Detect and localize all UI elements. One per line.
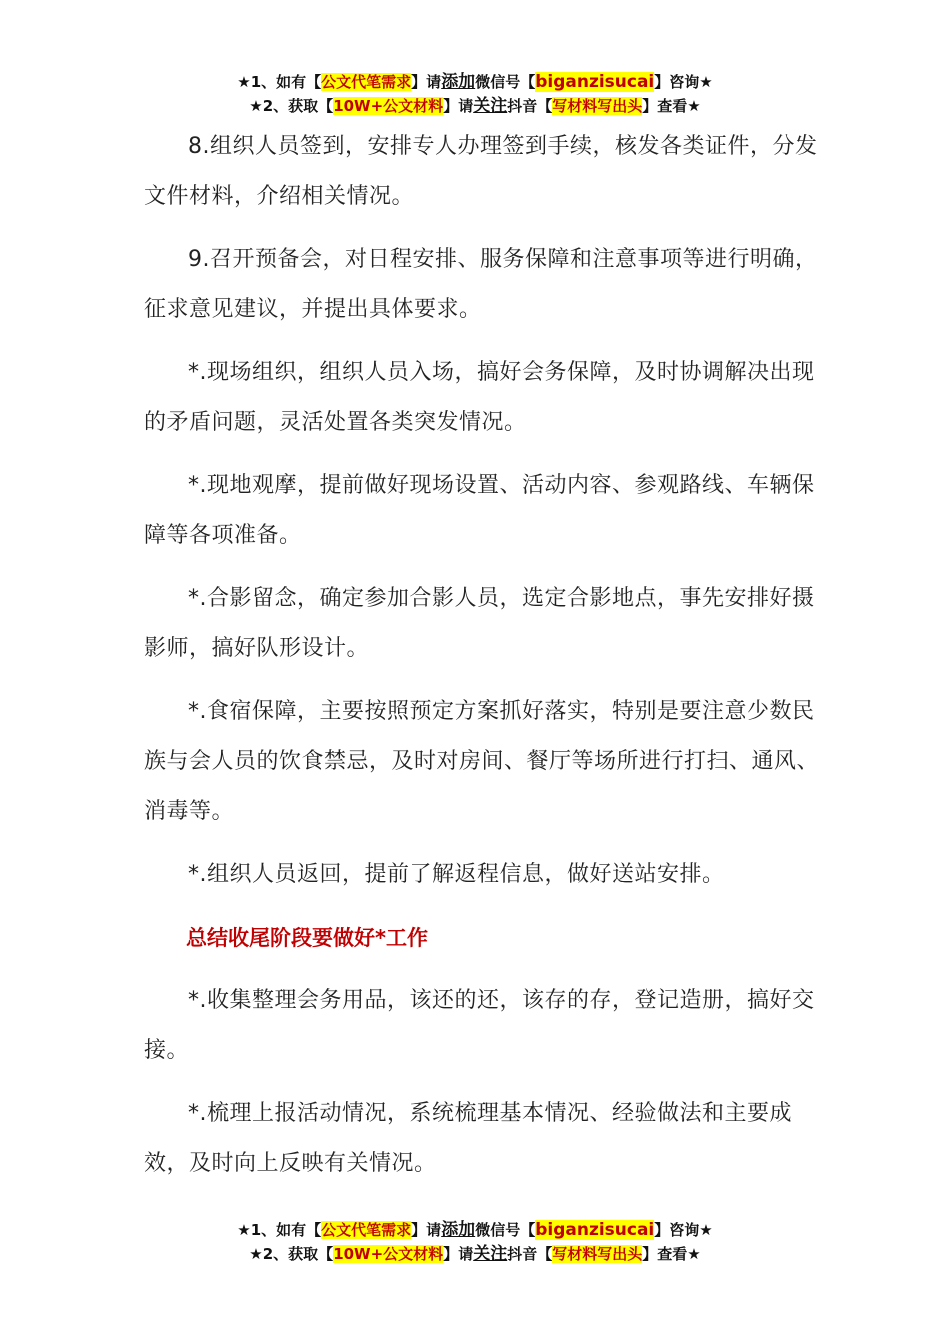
banner-text: 】咨询★ bbox=[654, 73, 713, 91]
paragraph: *.现场组织，组织人员入场，搞好会务保障，及时协调解决出现的矛盾问题，灵活处置各类突发情况。 bbox=[144, 360, 815, 435]
banner-emphasis: 添加 bbox=[441, 72, 476, 92]
banner-text: 微信号【 bbox=[475, 1221, 536, 1239]
star-icon: ★ bbox=[249, 97, 263, 115]
banner-text: 】请 bbox=[443, 1245, 474, 1263]
paragraph: *.组织人员返回，提前了解返程信息，做好送站安排。 bbox=[188, 862, 725, 887]
highlight-wechat-id: biganzisucai bbox=[535, 1220, 655, 1240]
bottom-banner bbox=[0, 1218, 950, 1266]
star-icon: ★ bbox=[237, 1221, 251, 1239]
paragraph: *.梳理上报活动情况，系统梳理基本情况、经验做法和主要成效，及时向上反映有关情况。 bbox=[144, 1101, 792, 1176]
paragraph: 8.组织人员签到，安排专人办理签到手续，核发各类证件，分发文件材料，介绍相关情况。 bbox=[144, 134, 818, 209]
highlight-materials: 10W+公文材料 bbox=[333, 1245, 444, 1263]
banner-text: 】查看★ bbox=[642, 1245, 701, 1263]
star-icon: ★ bbox=[249, 1245, 263, 1263]
banner-line-2 bbox=[0, 1242, 950, 1266]
banner-text: 】请 bbox=[411, 1221, 442, 1239]
highlight-wechat-id: biganzisucai bbox=[535, 72, 655, 92]
highlight-douyin: 写材料写出头 bbox=[552, 97, 643, 115]
banner-text: 】请 bbox=[443, 97, 474, 115]
banner-emphasis: 关注 bbox=[473, 1244, 508, 1264]
banner-emphasis: 关注 bbox=[473, 96, 508, 116]
paragraph: *.合影留念，确定参加合影人员，选定合影地点，事先安排好摄影师，搞好队形设计。 bbox=[144, 586, 815, 661]
banner-line-1 bbox=[0, 70, 950, 94]
banner-line-1 bbox=[0, 1218, 950, 1242]
banner-text: 】请 bbox=[411, 73, 442, 91]
highlight-service: 公文代笔需求 bbox=[321, 73, 412, 91]
highlight-service: 公文代笔需求 bbox=[321, 1221, 412, 1239]
document-body bbox=[144, 122, 834, 1202]
banner-text: 1、如有【 bbox=[250, 1221, 322, 1239]
highlight-materials: 10W+公文材料 bbox=[333, 97, 444, 115]
banner-line-2 bbox=[0, 94, 950, 118]
banner-text: 】咨询★ bbox=[654, 1221, 713, 1239]
paragraph: *.食宿保障，主要按照预定方案抓好落实，特别是要注意少数民族与会人员的饮食禁忌，及时对房间、餐厅等场所进行打扫、通风、消毒等。 bbox=[144, 699, 820, 824]
banner-emphasis: 添加 bbox=[441, 1220, 476, 1240]
top-banner bbox=[0, 70, 950, 118]
paragraph: *.收集整理会务用品，该还的还，该存的存，登记造册，搞好交接。 bbox=[144, 988, 815, 1063]
paragraph: 9.召开预备会，对日程安排、服务保障和注意事项等进行明确，征求意见建议，并提出具体要求。 bbox=[144, 247, 818, 322]
banner-text: 2、获取【 bbox=[262, 1245, 334, 1263]
paragraph: *.现地观摩，提前做好现场设置、活动内容、参观路线、车辆保障等各项准备。 bbox=[144, 473, 815, 548]
banner-text: 2、获取【 bbox=[262, 97, 334, 115]
section-heading: 总结收尾阶段要做好*工作 bbox=[186, 926, 428, 950]
banner-text: 微信号【 bbox=[475, 73, 536, 91]
banner-text: 1、如有【 bbox=[250, 73, 322, 91]
highlight-douyin: 写材料写出头 bbox=[552, 1245, 643, 1263]
banner-text: 抖音【 bbox=[507, 1245, 553, 1263]
star-icon: ★ bbox=[237, 73, 251, 91]
banner-text: 】查看★ bbox=[642, 97, 701, 115]
banner-text: 抖音【 bbox=[507, 97, 553, 115]
